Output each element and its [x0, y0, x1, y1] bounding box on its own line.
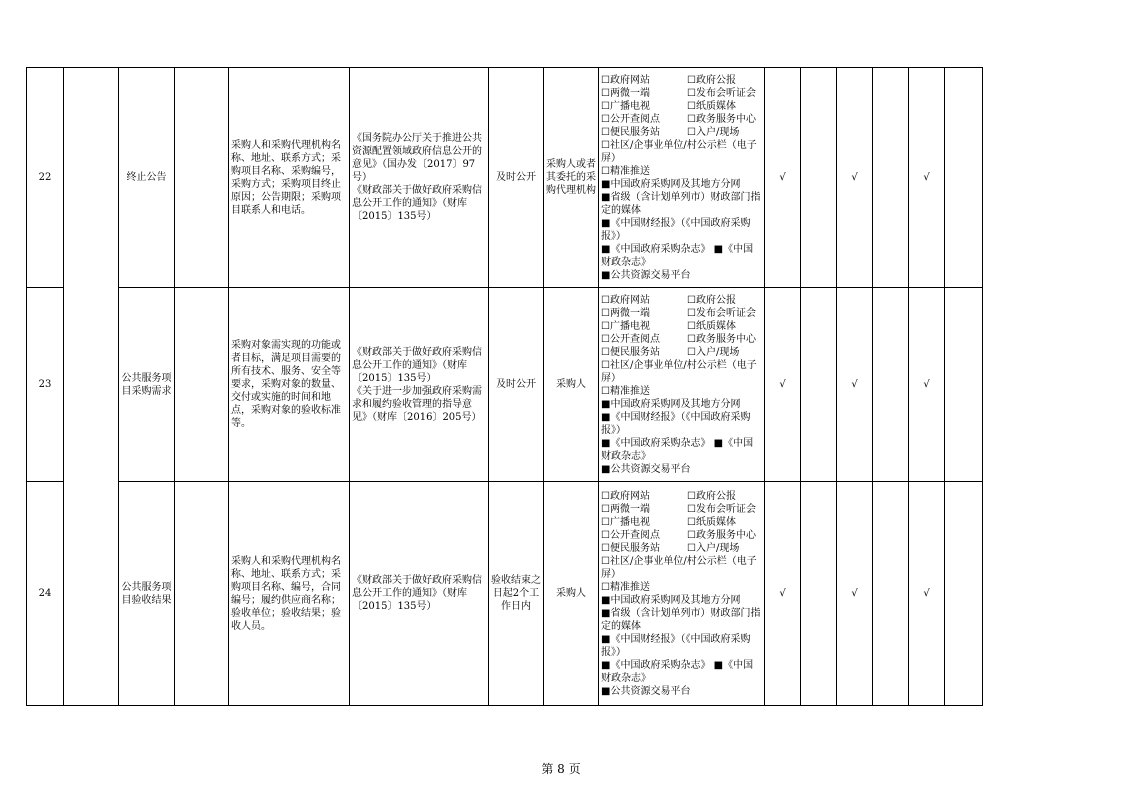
channel-option: ☐纸质媒体 — [687, 100, 736, 112]
channel-option: ☐政府网站 — [601, 490, 650, 502]
channel-option: ☐政务服务中心 — [687, 113, 756, 125]
channel-option: ☐纸质媒体 — [687, 320, 736, 332]
channel-option: ☐政务服务中心 — [687, 529, 756, 541]
table-row — [27, 482, 983, 706]
channel-pair — [601, 100, 762, 113]
channel-option: ■《中国财经报》（《中国政府采购报》） — [601, 411, 751, 436]
channel-option: ■公共资源交易平台 — [601, 685, 691, 697]
basis-cell: 《财政部关于做好政府采购信息公开工作的通知》（财库〔2015〕135号） 《关于进一步加强政府采购需求和履约验收管理的指导意见》（财库〔2016〕205号） — [350, 288, 489, 482]
channel-option: ☐精准推送 — [601, 385, 650, 397]
item-name: 终止公告 — [119, 68, 175, 288]
row-number: 23 — [27, 288, 64, 482]
channel-option: ☐政府公报 — [687, 74, 736, 86]
channel-option: ■中国政府采购网及其地方分网 — [601, 398, 741, 410]
channel-option: ☐发布会听证会 — [687, 87, 756, 99]
time-limit-cell: 及时公开 — [489, 288, 544, 482]
table-row — [27, 288, 983, 482]
empty-cell — [873, 68, 909, 288]
channel-option: ☐精准推送 — [601, 581, 650, 593]
channel-option: ☐便民服务站 — [601, 126, 660, 138]
check-mark: √ — [837, 482, 873, 706]
channel-option: ☐社区/企事业单位/村公示栏（电子屏） — [601, 139, 757, 164]
empty-cell — [945, 68, 983, 288]
check-mark: √ — [765, 68, 801, 288]
channel-option: ☐公开查阅点 — [601, 113, 660, 125]
channel-option: ☐两微一端 — [601, 87, 650, 99]
category-cell — [64, 68, 119, 706]
channel-option: ☐发布会听证会 — [687, 503, 756, 515]
time-limit-cell: 及时公开 — [489, 68, 544, 288]
channel-option: ☐公开查阅点 — [601, 529, 660, 541]
empty-cell — [175, 68, 229, 288]
empty-cell — [175, 482, 229, 706]
channel-pair — [601, 503, 762, 516]
channel-option: ■公共资源交易平台 — [601, 463, 691, 475]
empty-cell — [945, 288, 983, 482]
channel-option: ■《中国财经报》（《中国政府采购报》） — [601, 217, 751, 242]
check-mark: √ — [765, 288, 801, 482]
channel-option: ■《中国政府采购杂志》 ■《中国财政杂志》 — [601, 659, 754, 684]
item-name: 公共服务项目验收结果 — [119, 482, 175, 706]
channel-pair — [601, 320, 762, 333]
subject-cell: 采购人或者其委托的采购代理机构 — [544, 68, 599, 288]
basis-cell: 《国务院办公厅关于推进公共资源配置领域政府信息公开的意见》（国办发〔2017〕97号） 《财政部关于做好政府采购信息公开工作的通知》（财库〔2015〕135号） — [350, 68, 489, 288]
channel-option: ☐两微一端 — [601, 307, 650, 319]
channel-pair — [601, 516, 762, 529]
check-mark: √ — [837, 68, 873, 288]
empty-cell — [873, 288, 909, 482]
check-mark: √ — [909, 68, 945, 288]
subject-cell: 采购人 — [544, 482, 599, 706]
channel-option: ■省级（含计划单列市）财政部门指定的媒体 — [601, 191, 761, 216]
empty-cell — [801, 482, 837, 706]
check-mark: √ — [837, 288, 873, 482]
subject-cell: 采购人 — [544, 288, 599, 482]
empty-cell — [873, 482, 909, 706]
channel-pair — [601, 294, 762, 307]
channel-option: ☐发布会听证会 — [687, 307, 756, 319]
channel-pair — [601, 490, 762, 503]
empty-cell — [945, 482, 983, 706]
channel-option: ☐精准推送 — [601, 165, 650, 177]
channel-option: ☐社区/企事业单位/村公示栏（电子屏） — [601, 359, 757, 384]
basis-cell: 《财政部关于做好政府采购信息公开工作的通知》（财库〔2015〕135号） — [350, 482, 489, 706]
channel-option: ■《中国财经报》（《中国政府采购报》） — [601, 633, 751, 658]
page-footer: 第 8 页 — [541, 762, 581, 776]
channel-option: ☐纸质媒体 — [687, 516, 736, 528]
channel-pair — [601, 87, 762, 100]
row-number: 22 — [27, 68, 64, 288]
channels-cell — [599, 482, 765, 706]
channel-option: ☐政府公报 — [687, 294, 736, 306]
channel-option: ☐广播电视 — [601, 516, 650, 528]
channel-option: ☐两微一端 — [601, 503, 650, 515]
channel-option: ☐政府网站 — [601, 294, 650, 306]
channel-option: ☐公开查阅点 — [601, 333, 660, 345]
content-cell: 采购人和采购代理机构名称、地址、联系方式；采购项目名称、编号，合同编号；履约供应商名称；验收单位；验收结果；验收人员。 — [229, 482, 350, 706]
empty-cell — [175, 288, 229, 482]
channel-option: ■中国政府采购网及其地方分网 — [601, 178, 741, 190]
table-row — [27, 68, 983, 288]
channel-option: ■中国政府采购网及其地方分网 — [601, 594, 741, 606]
channel-option: ☐政务服务中心 — [687, 333, 756, 345]
empty-cell — [801, 68, 837, 288]
check-mark: √ — [909, 482, 945, 706]
content-cell: 采购人和采购代理机构名称、地址、联系方式；采购项目名称、采购编号，采购方式；采购项目终止原因；公告期限；采购项目联系人和电话。 — [229, 68, 350, 288]
check-mark: √ — [765, 482, 801, 706]
item-name: 公共服务项目采购需求 — [119, 288, 175, 482]
channel-option: ☐广播电视 — [601, 320, 650, 332]
time-limit-cell: 验收结束之日起2个工作日内 — [489, 482, 544, 706]
channel-option: ☐广播电视 — [601, 100, 650, 112]
channel-pair — [601, 126, 762, 139]
channel-pair — [601, 307, 762, 320]
channel-pair — [601, 529, 762, 542]
channel-option: ☐便民服务站 — [601, 542, 660, 554]
channel-pair — [601, 74, 762, 87]
channel-option: ☐社区/企事业单位/村公示栏（电子屏） — [601, 555, 757, 580]
channel-option: ■公共资源交易平台 — [601, 269, 691, 281]
channel-pair — [601, 542, 762, 555]
channel-pair — [601, 346, 762, 359]
check-mark: √ — [909, 288, 945, 482]
channel-option: ■省级（含计划单列市）财政部门指定的媒体 — [601, 607, 761, 632]
disclosure-table — [26, 67, 983, 706]
channel-option: ☐政府公报 — [687, 490, 736, 502]
channel-option: ☐入户/现场 — [687, 542, 740, 554]
channel-option: ☐便民服务站 — [601, 346, 660, 358]
channel-option: ☐入户/现场 — [687, 126, 740, 138]
channel-pair — [601, 333, 762, 346]
channel-option: ☐入户/现场 — [687, 346, 740, 358]
empty-cell — [801, 288, 837, 482]
channel-pair — [601, 113, 762, 126]
channel-option: ☐政府网站 — [601, 74, 650, 86]
row-number: 24 — [27, 482, 64, 706]
channel-option: ■《中国政府采购杂志》 ■《中国财政杂志》 — [601, 243, 754, 268]
content-cell: 采购对象需实现的功能或者目标，满足项目需要的所有技术、服务、安全等要求，采购对象的数量、交付或实施的时间和地点，采购对象的验收标准等。 — [229, 288, 350, 482]
channels-cell — [599, 68, 765, 288]
channels-cell — [599, 288, 765, 482]
channel-option: ■《中国政府采购杂志》 ■《中国财政杂志》 — [601, 437, 754, 462]
